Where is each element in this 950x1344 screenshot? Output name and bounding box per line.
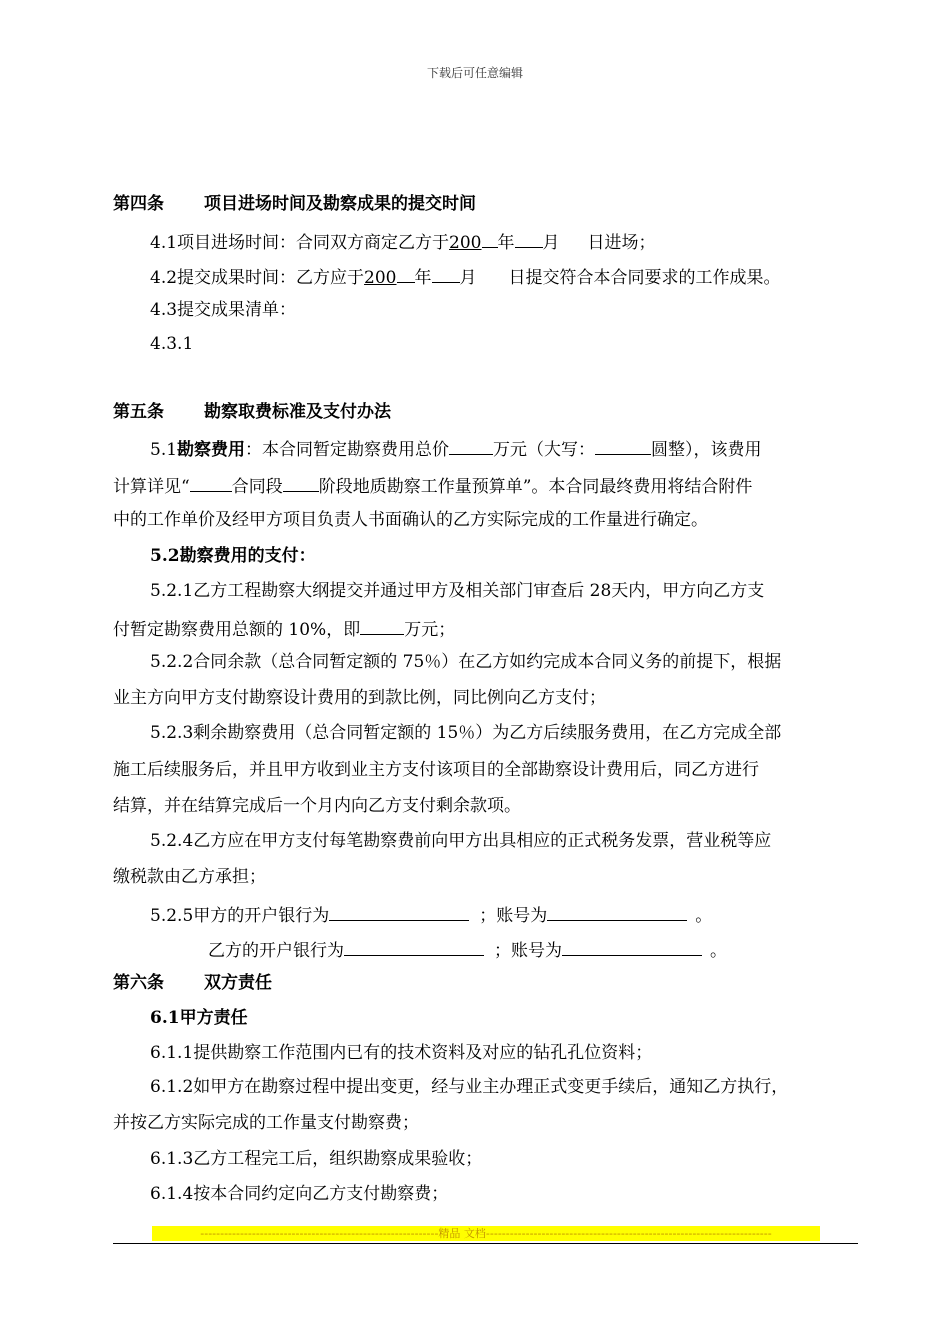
clause-5-2-3: 5.2.3剩余勘察费用（总合同暂定额的 15％）为乙方后续服务费用，在乙方完成全部 [150,723,782,743]
bank-blank [329,902,469,921]
clause-5-1-line2: 计算详见“ 合同段 阶段地质勘察工作量预算单”。本合同最终费用将结合附件 [113,473,752,498]
article-number: 第六条 [113,973,164,993]
clause-6-1-2: 6.1.2如甲方在勘察过程中提出变更，经与业主办理正式变更手续后，通知乙方执行， [150,1077,789,1097]
clause-6-1-4: 6.1.4按本合同约定向乙方支付勘察费； [150,1184,449,1204]
clause-5-2-2: 5.2.2合同余款（总合同暂定额的 75％）在乙方如约完成本合同义务的前提下，根据 [150,652,782,672]
clause-5-2-5-line2: 乙方的开户银行为 ；账号为 。 [208,937,727,962]
clause-4-3: 4.3提交成果清单： [150,300,297,320]
article-number: 第五条 [113,402,164,422]
clause-5-2-4: 5.2.4乙方应在甲方支付每笔勘察费前向甲方出具相应的正式税务发票，营业税等应 [150,831,772,851]
clause-5-2-2-line2: 业主方向甲方支付勘察设计费用的到款比例，同比例向乙方支付； [113,688,606,708]
clause-4-2: 4.2提交成果时间：乙方应于200 年 月 日提交符合本合同要求的工作成果。 [150,264,781,289]
page-header: 下载后可任意编辑 [426,66,523,80]
article-6-heading [113,972,272,994]
bank-blank [344,937,484,956]
clause-6-1-1: 6.1.1提供勘察工作范围内已有的技术资料及对应的钻孔孔位资料； [150,1043,653,1063]
blank [449,436,493,455]
footer-dashes-right: ------------------------------------------------------------------------ [485,1227,772,1240]
clause-5-2-3-line2: 施工后续服务后，并且甲方收到业主方支付该项目的全部勘察设计费用后，同乙方进行 [113,760,759,780]
blank-month [515,229,543,248]
article-5-heading [113,401,391,423]
clause-4-3-1: 4.3.1 [150,334,194,354]
clause-4-1: 4.1项目进场时间：合同双方商定乙方于200 年 月 日进场； [150,229,656,254]
clause-5-2-4-line2: 缴税款由乙方承担； [113,867,266,887]
blank [360,616,404,635]
footer-label: 精品 文档 [438,1227,486,1240]
article-4-heading [113,193,476,215]
blank [190,473,232,492]
article-title: 项目进场时间及勘察成果的提交时间 [204,194,476,214]
article-number: 第四条 [113,194,164,214]
footer-dashes-left: ------------------------------------------------------------ [200,1227,439,1240]
blank [397,264,415,283]
blank-month [432,264,460,283]
account-blank [562,937,702,956]
blank [482,229,498,248]
blank-year: 200 [449,233,482,253]
clause-5-2-1-line2: 付暂定勘察费用总额的 10%，即 万元； [113,616,455,641]
clause-5-2-3-line3: 结算，并在结算完成后一个月内向乙方支付剩余款项。 [113,796,521,816]
clause-5-1: 5.1勘察费用：本合同暂定勘察费用总价 万元（大写： 圆整），该费用 [150,436,762,461]
clause-6-1-2-line2: 并按乙方实际完成的工作量支付勘察费； [113,1113,419,1133]
clause-6-1: 6.1甲方责任 [150,1008,248,1028]
account-blank [547,902,687,921]
footer-banner [152,1226,820,1241]
clause-5-2: 5.2勘察费用的支付： [150,546,316,566]
blank [283,473,319,492]
blank-year: 200 [364,268,397,288]
footer-rule [113,1243,858,1244]
article-title: 双方责任 [204,973,272,993]
clause-5-2-1: 5.2.1乙方工程勘察大纲提交并通过甲方及相关部门审查后 28天内，甲方向乙方支 [150,581,765,601]
article-title: 勘察取费标准及支付办法 [204,402,391,422]
clause-5-1-line3: 中的工作单价及经甲方项目负责人书面确认的乙方实际完成的工作量进行确定。 [113,510,708,530]
blank [595,436,651,455]
clause-5-2-5: 5.2.5甲方的开户银行为 ；账号为 。 [150,902,712,927]
clause-6-1-3: 6.1.3乙方工程完工后，组织勘察成果验收； [150,1149,483,1169]
